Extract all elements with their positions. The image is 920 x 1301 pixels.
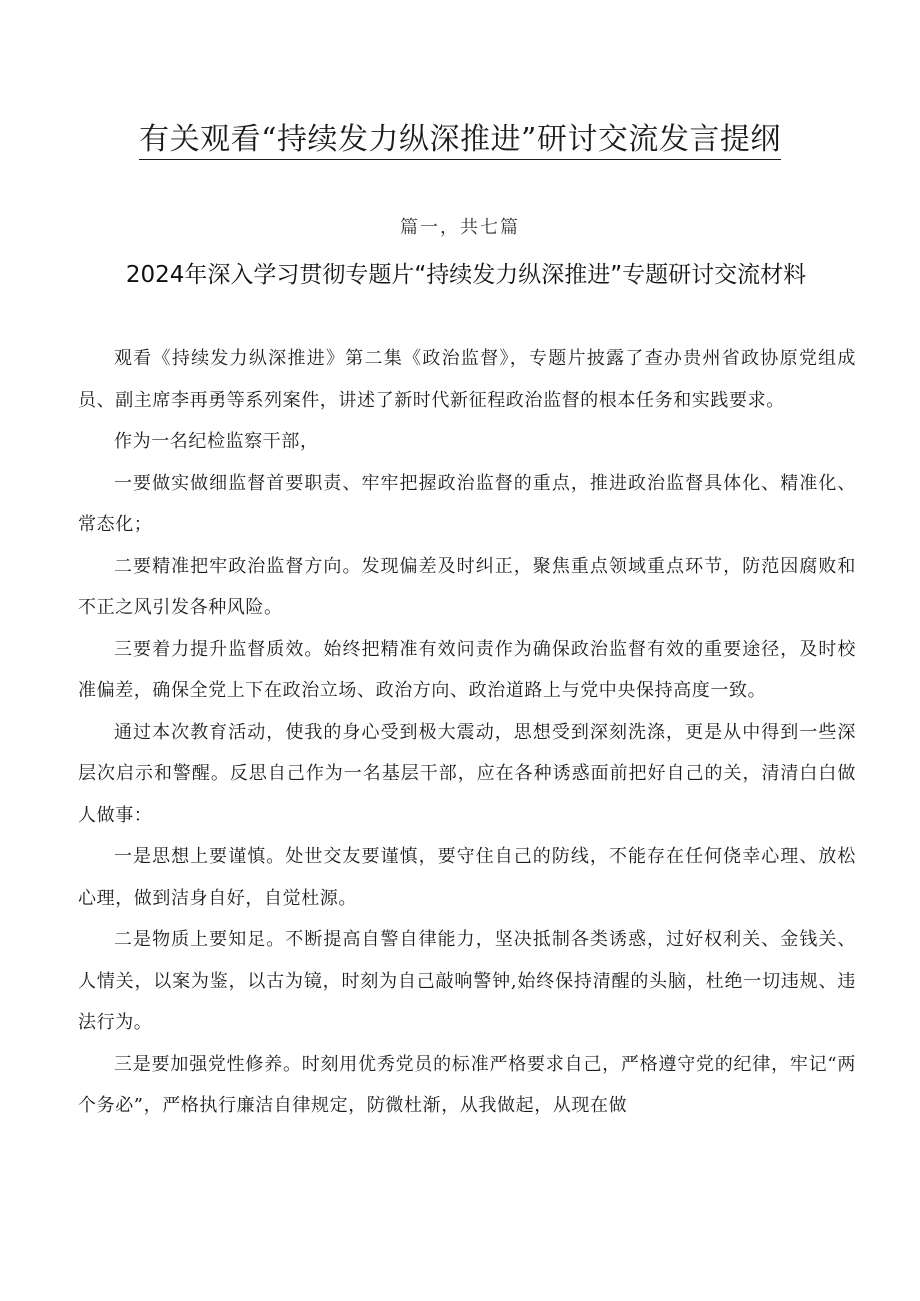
- document-title-text: 有关观看“持续发力纵深推进”研讨交流发言提纲: [139, 122, 781, 160]
- paragraph: 通过本次教育活动，使我的身心受到极大震动，思想受到深刻洗涤，更是从中得到一些深层次启示和警醒。反思自己作为一名基层干部，应在各种诱惑面前把好自己的关，清清白白做人做事：: [78, 721, 856, 826]
- paragraph: 一要做实做细监督首要职责、牢牢把握政治监督的重点，推进政治监督具体化、精准化、常态化；: [78, 472, 856, 535]
- paragraph: 三要着力提升监督质效。始终把精准有效问责作为确保政治监督有效的重要途径，及时校准偏差，确保全党上下在政治立场、政治方向、政治道路上与党中央保持高度一致。: [78, 638, 856, 701]
- paragraph: 三是要加强党性修养。时刻用优秀党员的标准严格要求自己，严格遵守党的纪律，牢记“两个务必”，严格执行廉洁自律规定，防微杜渐，从我做起，从现在做: [78, 1053, 856, 1116]
- paragraph: 二要精准把牢政治监督方向。发现偏差及时纠正，聚焦重点领域重点环节，防范因腐败和不正之风引发各种风险。: [78, 555, 856, 618]
- section-label: 篇一，共七篇: [400, 217, 520, 238]
- paragraph: 二是物质上要知足。不断提高自警自律能力，坚决抵制各类诱惑，过好权利关、金钱关、人情关，以案为鉴，以古为镜，时刻为自己敲响警钟,始终保持清醒的头脑，杜绝一切违规、违法行为。: [78, 929, 856, 1033]
- paragraph: 一是思想上要谨慎。处世交友要谨慎，要守住自己的防线，不能存在任何侥幸心理、放松心理，做到洁身自好，自觉杜源。: [78, 846, 856, 909]
- document-body: [78, 338, 856, 1127]
- article-title: 2024年深入学习贯彻专题片“持续发力纵深推进”专题研讨交流材料: [125, 262, 807, 288]
- document-title: [0, 118, 920, 162]
- paragraph: 作为一名纪检监察干部，: [114, 431, 319, 452]
- paragraph: 观看《持续发力纵深推进》第二集《政治监督》，专题片披露了查办贵州省政协原党组成员、副主席李再勇等系列案件，讲述了新时代新征程政治监督的根本任务和实践要求。: [78, 348, 856, 411]
